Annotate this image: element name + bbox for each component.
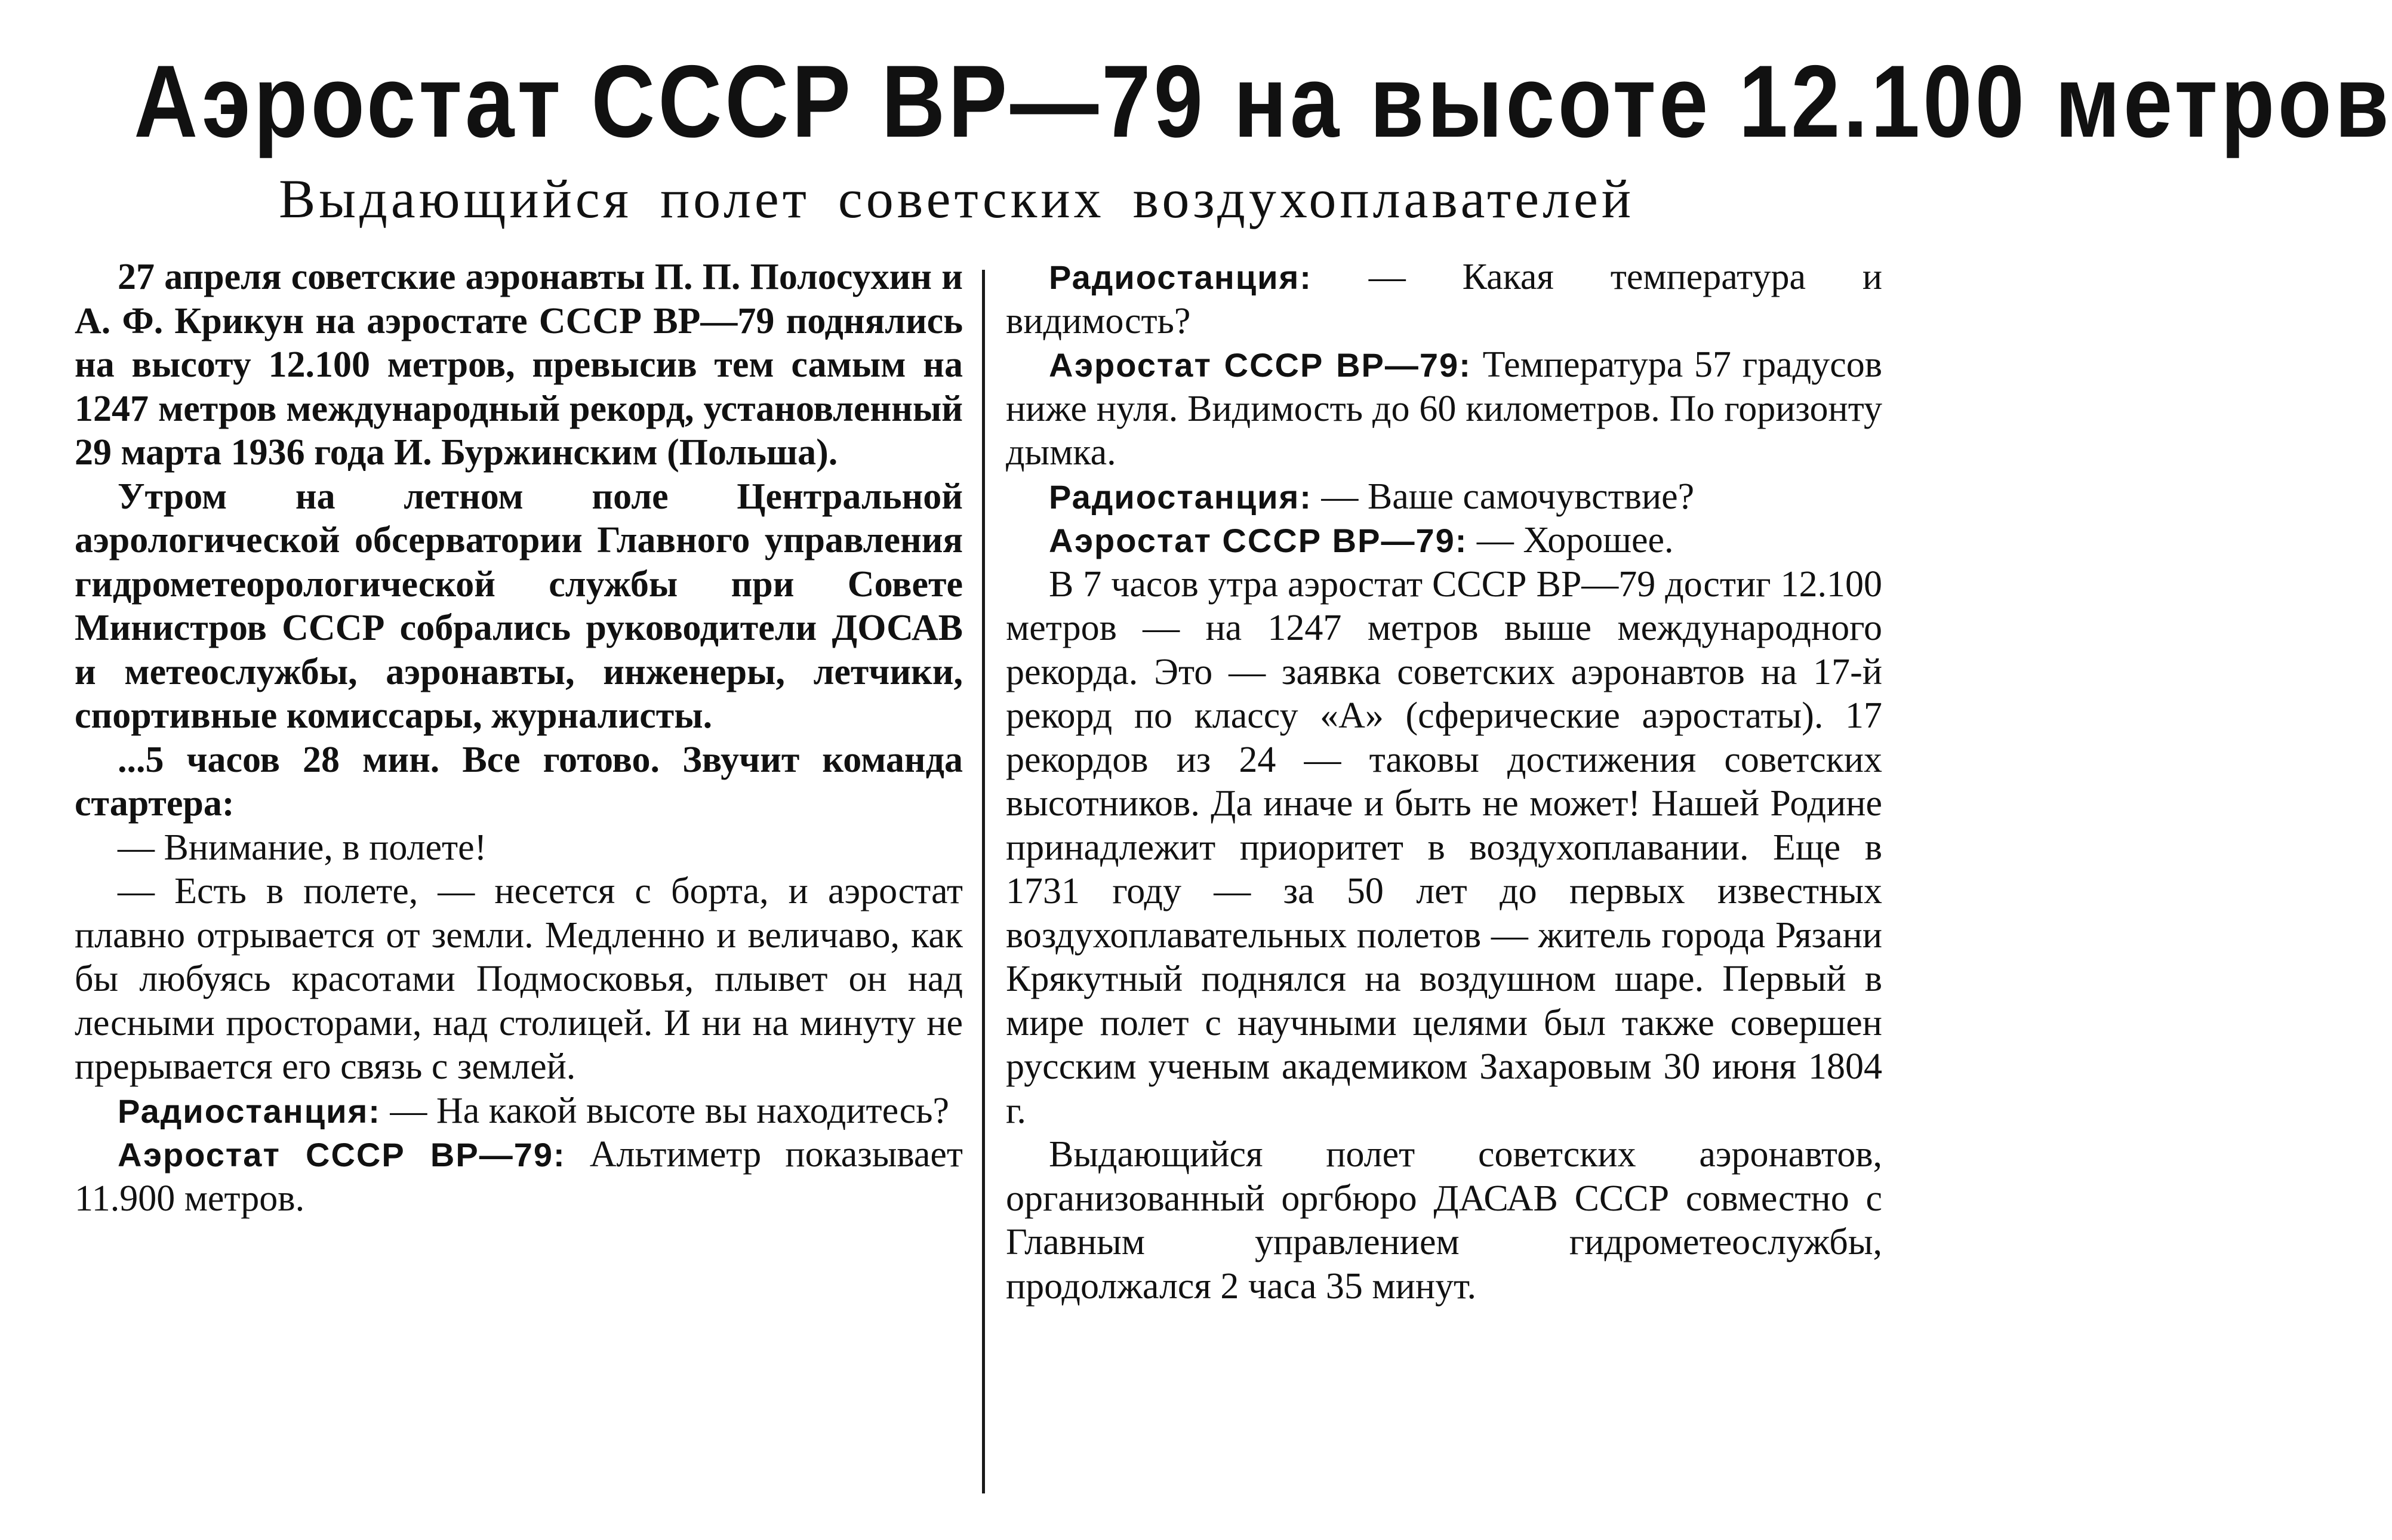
dialogue-text: — На какой высоте вы находитесь? — [390, 1090, 949, 1131]
subheadline: Выдающийся полет советских воздухоплавателей — [278, 168, 1635, 229]
dialogue-radio-temperature — [1006, 255, 1882, 343]
headline: Аэростат СССР ВР—79 на высоте 12.100 метров — [134, 44, 2392, 159]
launch-site-paragraph: Утром на летном поле Центральной аэрологической обсерватории Главного управления гидрометеорологической службы при Совете Министров СССР собрались руководители ДОСАВ и метеослужбы, аэронавты, инженеры, летчики, спортивные комиссары, журналисты. — [75, 476, 963, 736]
dialogue-text: Альтиметр показывает 11.900 метров. — [75, 1134, 963, 1219]
speaker-label: Радиостанция: — [1049, 258, 1312, 296]
dialogue-balloon-wellbeing — [1006, 519, 1882, 563]
speaker-label: Радиостанция: — [1049, 478, 1312, 516]
speaker-label: Аэростат СССР ВР—79: — [118, 1136, 566, 1174]
speaker-label: Аэростат СССР ВР—79: — [1049, 346, 1471, 384]
dialogue-balloon-temperature — [1006, 343, 1882, 475]
right-column — [1006, 255, 1882, 1308]
record-paragraph: В 7 часов утра аэростат СССР ВР—79 достиг 12.100 метров — на 1247 метров выше международного рекорда. Это — заявка советских аэронавтов на 17-й рекорд по классу «А» (сферические аэростаты). 17 рекордов из 24 — таковы достижения советских высотников. Да иначе и быть не может! Нашей Родине принадлежит приоритет в воздухоплавании. Еще в 1731 году — за 50 лет до первых известных воздухоплавательных полетов — житель города Рязани Крякутный поднялся на воздушном шаре. Первый в мире полет с научными целями был также совершен русским ученым академиком Захаровым 30 июня 1804 г. — [1006, 563, 1882, 1131]
intro-paragraph: 27 апреля советские аэронавты П. П. Полосухин и А. Ф. Крикун на аэростате СССР ВР—79 поднялись на высоту 12.100 метров, превысив тем самым на 1247 метров международный рекорд, установленный 29 марта 1936 года И. Буржинским (Польша). — [75, 257, 963, 473]
liftoff-paragraph: — Есть в полете, — несется с борта, и аэростат плавно отрывается от земли. Медленно и величаво, как бы любуясь красотами Подмосковья, плывет он над лесными просторами, над столицей. И ни на минуту не прерывается его связь с землей. — [75, 871, 963, 1087]
dialogue-text: — Какая температура и видимость? — [1006, 257, 1882, 341]
speaker-label: Радиостанция: — [118, 1092, 381, 1130]
dialogue-balloon-altitude — [75, 1133, 963, 1221]
left-column — [75, 255, 963, 1221]
dialogue-radio-altitude — [75, 1089, 963, 1134]
dialogue-text: Температура 57 градусов ниже нуля. Видимость до 60 километров. По горизонту дымка. — [1006, 344, 1883, 473]
speaker-label: Аэростат СССР ВР—79: — [1049, 522, 1468, 559]
column-divider — [982, 270, 985, 1493]
dialogue-text: — Ваше самочувствие? — [1321, 476, 1695, 517]
countdown-paragraph: ...5 часов 28 мин. Все готово. Звучит команда стартера: — [75, 739, 963, 824]
command-line: — Внимание, в полете! — [118, 827, 487, 868]
dialogue-radio-wellbeing — [1006, 475, 1882, 519]
dialogue-text: — Хорошее. — [1476, 520, 1674, 560]
closing-paragraph: Выдающийся полет советских аэронавтов, организованный оргбюро ДАСАВ СССР совместно с Главным управлением гидрометеослужбы, продолжался 2 часа 35 минут. — [1006, 1134, 1882, 1307]
